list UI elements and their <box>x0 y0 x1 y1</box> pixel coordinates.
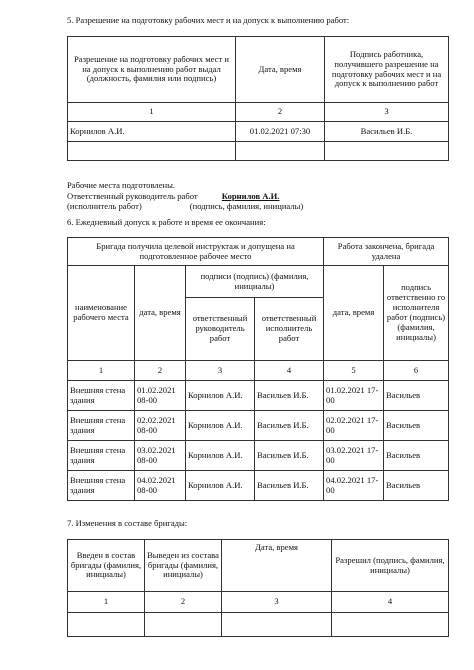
header-authorized-by: Разрешил (подпись, фамилия, инициалы) <box>332 540 449 592</box>
header-datetime: Дата, время <box>222 540 332 592</box>
empty-cell <box>145 613 222 637</box>
workplace-signoff <box>67 180 447 212</box>
finish-datetime-cell: 02.02.2021 17-00 <box>324 411 384 441</box>
workplace-cell: Внешняя стена здания <box>68 411 135 441</box>
header-datetime: Дата, время <box>236 37 325 103</box>
signature-cell: Васильев И.Б. <box>325 122 449 142</box>
header-responsible-executor: ответственный исполнитель работ <box>255 298 324 361</box>
finish-datetime-cell: 03.02.2021 17-00 <box>324 441 384 471</box>
permission-table <box>67 36 449 161</box>
datetime-cell: 02.02.2021 08-00 <box>135 411 186 441</box>
table-row <box>68 441 449 471</box>
header-finish-datetime: дата, время <box>324 266 384 361</box>
responsible-cell: Корнилов А.И. <box>186 471 255 501</box>
column-number: 2 <box>236 103 325 122</box>
header-signatures: подписи (подпись) (фамилия, инициалы) <box>186 266 324 298</box>
column-number: 3 <box>186 361 255 381</box>
column-number: 5 <box>324 361 384 381</box>
responsible-cell: Корнилов А.И. <box>186 411 255 441</box>
executor-cell: Васильев И.Б. <box>255 441 324 471</box>
finish-datetime-cell: 04.02.2021 17-00 <box>324 471 384 501</box>
header-datetime: дата, время <box>135 266 186 361</box>
workplace-cell: Внешняя стена здания <box>68 471 135 501</box>
table-row <box>68 411 449 441</box>
table-row <box>68 122 449 142</box>
executor-signature-cell: Васильев <box>384 471 449 501</box>
table-row <box>68 381 449 411</box>
executor-signature-cell: Васильев <box>384 441 449 471</box>
empty-cell <box>325 142 449 161</box>
issued-by-cell: Корнилов А.И. <box>68 122 236 142</box>
executor-cell: Васильев И.Б. <box>255 411 324 441</box>
executor-cell: Васильев И.Б. <box>255 381 324 411</box>
workplace-cell: Внешняя стена здания <box>68 441 135 471</box>
header-removed-from-crew: Выведен из состава бригады (фамилия, инициалы) <box>145 540 222 592</box>
daily-admission-table <box>67 237 449 501</box>
executor-signature-cell: Васильев <box>384 381 449 411</box>
responsible-name: Корнилов А.И. <box>221 190 280 201</box>
empty-cell <box>68 142 236 161</box>
header-added-to-crew: Введен в состав бригады (фамилия, инициалы) <box>68 540 145 592</box>
responsible-cell: Корнилов А.И. <box>186 381 255 411</box>
section6-heading: 6. Ежедневный допуск к работе и время ее окончания: <box>67 217 266 227</box>
crew-changes-table <box>67 539 449 637</box>
executor-signature-cell: Васильев <box>384 411 449 441</box>
table-row <box>68 613 449 637</box>
table-row <box>68 142 449 161</box>
column-number: 2 <box>135 361 186 381</box>
section7-heading: 7. Изменения в составе бригады: <box>67 518 188 528</box>
column-number: 1 <box>68 592 145 613</box>
header-work-finished-group: Работа закончена, бригада удалена <box>324 238 449 266</box>
header-responsible-manager: ответственный руководитель работ <box>186 298 255 361</box>
header-signature-received: Подпись работника, получившего разрешение на подготовку рабочих мест и на допуск к выполнению работ <box>325 37 449 103</box>
empty-cell <box>236 142 325 161</box>
column-number: 2 <box>145 592 222 613</box>
executor-cell: Васильев И.Б. <box>255 471 324 501</box>
column-number: 1 <box>68 361 135 381</box>
responsible-label: Ответственный руководитель работ <box>67 190 198 201</box>
column-number: 3 <box>325 103 449 122</box>
datetime-cell: 01.02.2021 07:30 <box>236 122 325 142</box>
executor-label: (исполнитель работ) <box>67 201 142 212</box>
empty-cell <box>332 613 449 637</box>
datetime-cell: 04.02.2021 08-00 <box>135 471 186 501</box>
workplace-cell: Внешняя стена здания <box>68 381 135 411</box>
column-number: 4 <box>332 592 449 613</box>
signature-caption: (подпись, фамилия, инициалы) <box>189 201 304 212</box>
table-row <box>68 471 449 501</box>
section5-heading: 5. Разрешение на подготовку рабочих мест и на допуск к выполнению работ: <box>67 15 350 25</box>
header-briefing-group: Бригада получила целевой инструктаж и допущена на подготовленное рабочее место <box>68 238 324 266</box>
header-workplace: наименование рабочего места <box>68 266 135 361</box>
datetime-cell: 01.02.2021 08-00 <box>135 381 186 411</box>
empty-cell <box>222 613 332 637</box>
empty-cell <box>68 613 145 637</box>
responsible-cell: Корнилов А.И. <box>186 441 255 471</box>
column-number: 4 <box>255 361 324 381</box>
column-number: 6 <box>384 361 449 381</box>
header-executor-signature: подпись ответственно го исполнителя работ (подпись) (фамилия, инициалы) <box>384 266 449 361</box>
datetime-cell: 03.02.2021 08-00 <box>135 441 186 471</box>
column-number: 1 <box>68 103 236 122</box>
header-issued-by: Разрешение на подготовку рабочих мест и на допуск к выполнению работ выдал (должность, фамилия или подпись) <box>68 37 236 103</box>
finish-datetime-cell: 01.02.2021 17-00 <box>324 381 384 411</box>
column-number: 3 <box>222 592 332 613</box>
workplaces-ready-text: Рабочие места подготовлены. <box>67 180 176 190</box>
